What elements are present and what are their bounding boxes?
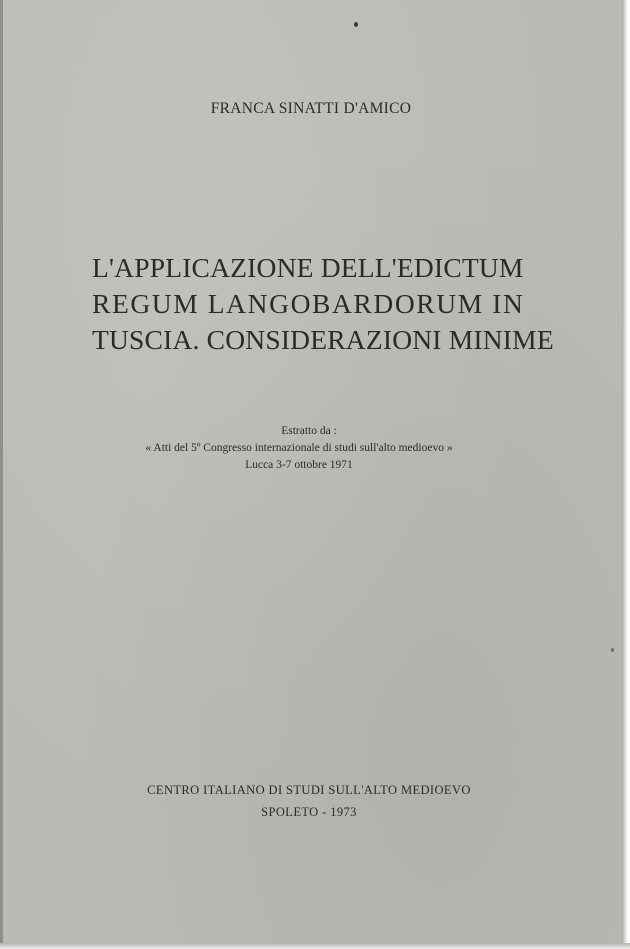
extract-notice xyxy=(0,423,598,474)
author-name: FRANCA SINATTI D'AMICO xyxy=(210,100,412,117)
publisher-place-year: SPOLETO - 1973 xyxy=(261,805,357,819)
extract-place-date: Lucca 3-7 ottobre 1971 xyxy=(245,459,353,471)
title-line-2: REGUM LANGOBARDORUM IN xyxy=(92,288,525,319)
page-bottom-edge xyxy=(0,943,630,949)
page-right-edge xyxy=(622,0,630,949)
paper-speck xyxy=(354,22,358,27)
publisher-name: CENTRO ITALIANO DI STUDI SULL'ALTO MEDIOEVO xyxy=(147,783,471,797)
document-title xyxy=(92,250,554,358)
publisher-block xyxy=(0,779,618,823)
paper-speck xyxy=(611,648,614,652)
title-line-3: TUSCIA. CONSIDERAZIONI MINIME xyxy=(92,324,554,355)
extract-source: « Atti del 5º Congresso internazionale di studi sull'alto medioevo » xyxy=(145,442,453,454)
title-line-1: L'APPLICAZIONE DELL'EDICTUM xyxy=(92,252,524,283)
extract-label: Estratto da : xyxy=(281,425,337,437)
